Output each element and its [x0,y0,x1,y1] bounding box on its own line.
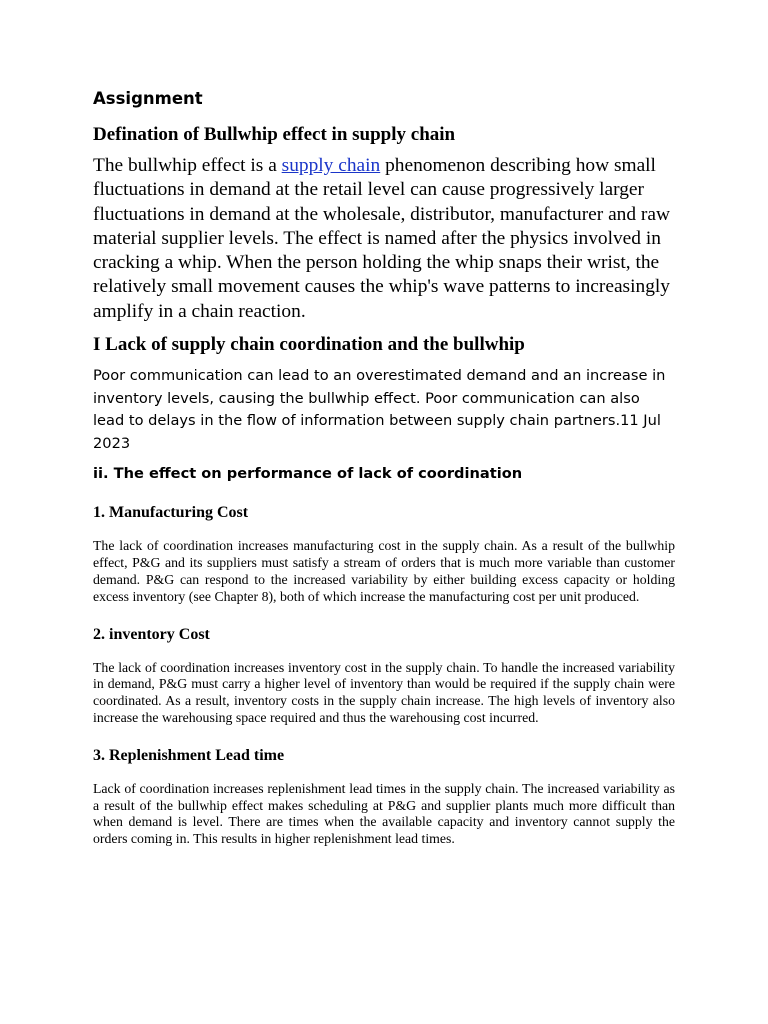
item-text-manufacturing-cost: The lack of coordination increases manufacturing cost in the supply chain. As a result of the bullwhip effect, P&G and its suppliers must satisfy a stream of orders that is much more variable than customer demand. P&G can respond to the increased variability by either building excess capacity or holding excess inventory (see Chapter 8), both of which increase the manufacturing cost per unit produced. [93,538,675,604]
document-page [93,88,675,848]
supply-chain-link[interactable]: supply chain [281,155,381,176]
section-i-heading: I Lack of supply chain coordination and the bullwhip [93,334,525,356]
item-text-replenishment-lead-time: Lack of coordination increases replenishment lead times in the supply chain. The increased variability as a result of the bullwhip effect makes scheduling at P&G and supplier plants much more difficult than when demand is level. There are times when the available capacity and inventory cannot supply the orders coming in. This results in higher replenishment lead times. [93,780,675,847]
definition-heading: Defination of Bullwhip effect in supply chain [93,124,456,145]
section-i-paragraph: Poor communication can lead to an overestimated demand and an increase in inventory levels, causing the bullwhip effect. Poor communication can also lead to delays in the flow of information between supply chain partners.11 Jul 2023 [93,367,666,452]
item-heading-inventory-cost: 2. inventory Cost [93,625,210,643]
definition-paragraph [93,154,675,324]
definition-text-start: The bullwhip effect is a [93,155,282,176]
item-heading-manufacturing-cost: 1. Manufacturing Cost [93,504,249,522]
section-ii-heading: ii. The effect on performance of lack of coordination [93,465,523,483]
item-text-inventory-cost: The lack of coordination increases inventory cost in the supply chain. To handle the increased variability in demand, P&G must carry a higher level of inventory than would be required if the supply chain were coordinated. As a result, inventory costs in the supply chain increase. The high levels of inventory also increase the warehousing space required and thus the warehousing cost incurred. [93,659,675,726]
document-title: Assignment [93,89,203,108]
definition-text-rest: phenomenon describing how small fluctuations in demand at the retail level can cause progressively larger fluctuations in demand at the wholesale, distributor, manufacturer and raw material supplier levels. The effect is named after the physics involved in cracking a whip. When the person holding the whip snaps their wrist, the relatively small movement causes the whip's wave patterns to increasingly amplify in a chain reaction. [93,155,670,322]
item-heading-replenishment-lead-time: 3. Replenishment Lead time [93,746,285,764]
